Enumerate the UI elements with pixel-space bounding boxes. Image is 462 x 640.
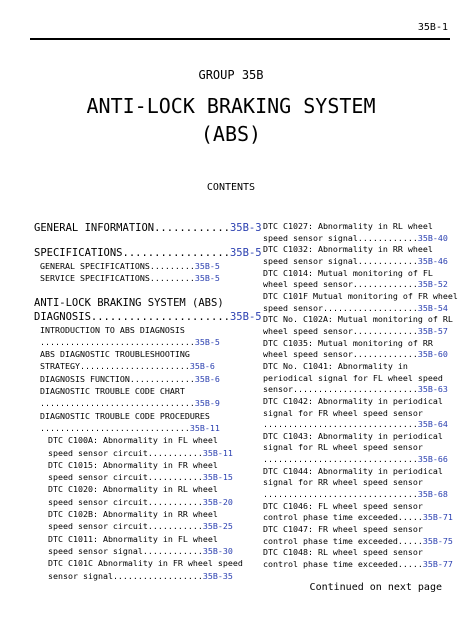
page-link[interactable]: 35B-63 [417,384,448,395]
page-link[interactable]: 35B-20 [202,496,233,507]
leader-dots: ......... [149,273,195,284]
entry-label: STRATEGY [40,361,80,372]
page-link[interactable]: 35B-52 [417,279,448,290]
page-link[interactable]: 35B-9 [194,398,220,409]
toc-entry[interactable] [263,559,453,571]
leader-dots: ............................... [263,419,418,430]
leader-dots: ........... [147,472,203,483]
page-link[interactable]: 35B-64 [417,419,448,430]
leader-dots: ......................... [292,384,418,395]
page-link[interactable]: 35B-25 [202,521,233,532]
entry-label: GENERAL SPECIFICATIONS [40,261,150,271]
leader-dots: ...................... [79,361,190,372]
leader-dots: ............. [352,349,418,360]
toc-entry-line-1: DTC C1044: Abnormality in periodical [263,465,443,476]
page-link[interactable]: 35B-46 [417,255,448,266]
entry-label: control phase time exceeded [263,512,398,523]
toc-entry-troubleshooting-line-1: ABS DIAGNOSTIC TROUBLESHOOTING [40,349,190,360]
toc-entry-intro-line-1: INTRODUCTION TO ABS DIAGNOSIS [40,324,185,335]
entry-label: speed sensor circuit [48,447,148,458]
toc-entry[interactable] [263,255,448,268]
leader-dots: ............ [154,222,230,234]
toc-entry-general-information[interactable] [34,221,262,235]
toc-entry-dtc-procedures-line-1: DIAGNOSTIC TROUBLE CODE PROCEDURES [40,410,210,421]
toc-entry-line-1: DTC C1042: Abnormality in periodical [263,395,443,406]
toc-entry-line-1: DTC C1032: Abnormality in RR wheel [263,244,433,255]
contents-heading: CONTENTS [206,182,256,193]
leader-dots: ............. [352,279,418,290]
toc-entry-line-1b: signal for RR wheel speed sensor [263,477,423,488]
toc-entry-abs-line-1: ANTI-LOCK BRAKING SYSTEM (ABS) [34,296,224,309]
toc-entry[interactable] [263,384,448,396]
leader-dots: ..... [397,559,423,570]
leader-dots: ............................... [263,489,418,500]
toc-entry[interactable] [263,349,448,361]
page-link[interactable]: 35B-40 [417,232,448,243]
leader-dots: ............................... [263,454,418,465]
title-line-2: (ABS) [200,122,262,146]
toc-entry-line-1: DTC No. C102A: Mutual monitoring of RL [263,314,453,325]
leader-dots: .................. [112,570,203,581]
toc-entry-line-1: DTC C102B: Abnormality in RR wheel [48,509,218,520]
page-link[interactable]: 35B-77 [422,559,453,570]
page-link[interactable]: 35B-57 [417,325,448,336]
page-link[interactable]: 35B-6 [194,373,220,384]
entry-label: speed sensor [263,302,323,313]
leader-dots: ......... [149,261,195,271]
entry-label: sensor signal [48,570,113,581]
toc-entry[interactable] [34,447,258,459]
toc-entry-troubleshooting[interactable] [34,360,258,372]
page-link[interactable]: 35B-5 [194,273,220,284]
leader-dots: ........... [147,447,203,458]
toc-left-column [34,221,262,582]
leader-dots: ............................... [40,398,195,409]
leader-dots: ...................... [90,310,230,323]
toc-entry-line-1: DTC C1048: RL wheel speed sensor [263,547,423,558]
toc-entry-line-1b: signal for RL wheel speed sensor [263,442,423,453]
leader-dots: ................... [322,302,418,313]
toc-entry-line-1b: signal for FR wheel speed sensor [263,407,423,418]
toc-entry-line-1: DTC C1027: Abnormality in RL wheel [263,221,433,231]
page-link[interactable]: 35B-60 [417,349,448,360]
toc-entry[interactable] [263,419,448,431]
toc-right-column [263,221,458,571]
entry-label: speed sensor circuit [48,472,148,483]
page-number: 35B-1 [417,22,448,33]
page-link[interactable]: 35B-3 [229,222,262,234]
page-link[interactable]: 35B-68 [417,489,448,500]
page-link[interactable]: 35B-66 [417,454,448,465]
leader-dots: ............ [357,255,418,266]
toc-entry-line-1: DTC No. C1041: Abnormality in [263,360,408,371]
toc-entry[interactable] [263,232,448,245]
page-link[interactable]: 35B-5 [229,310,262,323]
toc-entry-line-1b: periodical signal for FL wheel speed [263,372,443,383]
toc-entry[interactable] [34,471,258,483]
page-link[interactable]: 35B-30 [202,545,233,556]
toc-entry-line-1: DTC C101F Mutual monitoring of FR wheel [263,290,458,301]
toc-entry[interactable] [263,454,448,466]
leader-dots: ................. [122,247,230,259]
toc-entry[interactable] [34,520,258,532]
page-link[interactable]: 35B-15 [202,472,233,483]
toc-entry[interactable] [263,535,453,548]
page-link[interactable]: 35B-35 [202,570,233,581]
page-link[interactable]: 35B-71 [422,512,453,523]
toc-entry[interactable] [263,325,448,338]
page-link[interactable]: 35B-5 [229,247,262,259]
toc-entry[interactable] [263,512,453,524]
page-link[interactable]: 35B-75 [422,535,453,546]
entry-label: wheel speed sensor [263,349,353,360]
toc-entry-line-1: DTC C1020: Abnormality in RL wheel [48,484,218,495]
toc-entry-line-1: DTC C100A: Abnormality in FL wheel [48,435,218,446]
toc-entry-service-specifications[interactable] [34,272,258,284]
page-link[interactable]: 35B-11 [189,422,220,433]
entry-label: control phase time exceeded [263,559,398,570]
toc-entry-line-1: DTC C1043: Abnormality in periodical [263,430,443,441]
entry-label: SPECIFICATIONS [34,247,123,259]
leader-dots: ............ [142,545,203,556]
toc-entry-line-1: DTC C1035: Mutual monitoring of RR [263,337,433,348]
entry-label: speed sensor signal [263,232,358,243]
toc-entry-line-1: DTC C1047: FR wheel speed sensor [263,524,423,535]
leader-dots: .............................. [40,422,190,433]
leader-dots: ............. [352,325,418,336]
page-title [0,92,462,148]
toc-entry[interactable] [263,302,448,315]
entry-label: speed sensor signal [263,255,358,266]
toc-entry-dtc-chart[interactable] [34,397,258,409]
toc-entry-diagnosis-function[interactable] [34,373,258,385]
toc-entry-line-1: DTC C1011: Abnormality in FL wheel [48,533,218,544]
leader-dots: ........... [147,521,203,532]
entry-label: control phase time exceeded [263,535,398,546]
continued-note: Continued on next page [309,582,442,593]
entry-label: sensor [263,384,293,395]
toc-entry-dtc-chart-line-1: DIAGNOSTIC TROUBLE CODE CHART [40,386,185,397]
leader-dots: ........... [147,496,203,507]
header-rule [30,38,450,40]
leader-dots: ............. [129,373,195,384]
page-link[interactable]: 35B-5 [194,261,220,271]
page-link[interactable]: 35B-6 [189,361,215,372]
toc-entry[interactable] [34,570,258,582]
toc-entry[interactable] [263,489,448,501]
group-label: GROUP 35B [198,68,264,82]
entry-label: SERVICE SPECIFICATIONS [40,273,150,284]
page-link[interactable]: 35B-54 [417,302,448,313]
page-link[interactable]: 35B-11 [202,447,233,458]
entry-label: wheel speed sensor [263,279,353,290]
page-link[interactable]: 35B-5 [194,336,220,347]
toc-entry-abs-diagnosis[interactable] [34,310,262,324]
toc-entry-line-1: DTC C1014: Mutual monitoring of FL [263,267,433,278]
toc-entry[interactable] [263,279,448,291]
toc-entry[interactable] [34,496,258,508]
toc-entry-line-1: DTC C101C Abnormality in FR wheel speed [48,558,243,569]
entry-label: speed sensor circuit [48,496,148,507]
entry-label: speed sensor signal [48,545,143,556]
entry-label: DIAGNOSIS [34,310,91,323]
toc-entry-specifications[interactable] [34,246,262,260]
title-line-1: ANTI-LOCK BRAKING SYSTEM [86,94,376,118]
leader-dots: ............ [357,232,418,243]
toc-entry-dtc-procedures[interactable] [34,422,258,434]
leader-dots: ..... [397,535,423,546]
entry-label: DIAGNOSIS FUNCTION [40,373,130,384]
entry-label: GENERAL INFORMATION [34,222,155,234]
entry-label: speed sensor circuit [48,521,148,532]
toc-entry-line-1: DTC C1046: FL wheel speed sensor [263,500,423,511]
toc-entry-general-specifications[interactable] [34,260,258,272]
leader-dots: ............................... [40,336,195,347]
toc-entry-line-1: DTC C1015: Abnormality in FR wheel [48,459,218,470]
entry-label: wheel speed sensor [263,325,353,336]
toc-entry-intro[interactable] [34,336,258,348]
toc-entry[interactable] [34,545,258,557]
leader-dots: ..... [397,512,423,523]
